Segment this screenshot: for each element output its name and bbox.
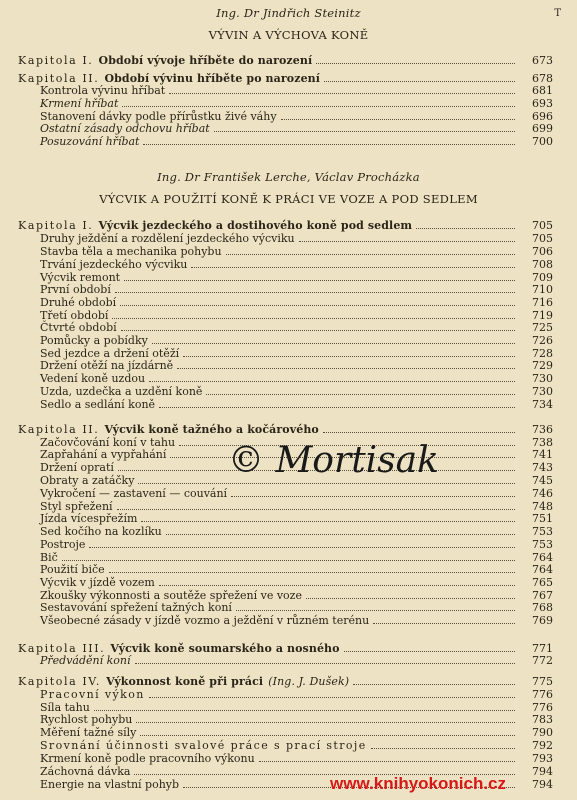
dot-leader [299, 232, 515, 242]
page-number: 769 [532, 614, 553, 627]
dot-leader [121, 321, 515, 331]
dot-leader [166, 525, 515, 535]
chapter-number: Kapitola I. [18, 54, 94, 67]
dot-leader [124, 271, 515, 281]
chapter-row [0, 675, 577, 688]
toc-row [0, 614, 577, 627]
dot-leader [152, 334, 515, 344]
entry-title: Držení otěží na jízdárně [40, 359, 174, 372]
chapter-title [18, 423, 319, 436]
dot-leader [89, 538, 515, 548]
section1-author: Ing. Dr Jindřich Steinitz [216, 6, 361, 20]
entry-title: Výcvik v jízdě vozem [40, 576, 155, 589]
chapter-row [0, 54, 577, 67]
dot-leader [373, 614, 515, 624]
page-number: 794 [532, 765, 553, 778]
page-number: 753 [532, 538, 553, 551]
dot-leader [344, 642, 515, 652]
entry-title: Kontrola vývinu hříbat [40, 84, 166, 97]
dot-leader [109, 563, 515, 573]
chapter-name: Výcvik koně tažného a kočárového [104, 423, 319, 436]
entry-title: Sedlo a sedlání koně [40, 398, 156, 411]
toc-row [0, 232, 577, 245]
page-number: 764 [532, 551, 553, 564]
toc-row [0, 258, 577, 271]
dot-leader [371, 739, 515, 749]
page-number: 708 [532, 258, 553, 271]
dot-leader [324, 72, 515, 82]
dot-leader [231, 487, 515, 497]
entry-title: Jízda vícespřežím [40, 512, 138, 525]
toc-row [0, 296, 577, 309]
chapter-number: Kapitola I. [18, 219, 94, 232]
toc-row [0, 372, 577, 385]
dot-leader [316, 54, 515, 64]
chapter-row [0, 423, 577, 436]
entry-title: Postroje [40, 538, 86, 551]
page-number: 767 [532, 589, 553, 602]
dot-leader [120, 296, 515, 306]
chapter-name: Výkonnost koně při práci [106, 675, 264, 688]
section2-author: Ing. Dr František Lerche, Václav Procházka [157, 170, 420, 184]
chapter-number: Kapitola IV. [18, 675, 102, 688]
dot-leader [141, 512, 515, 522]
toc-row [0, 739, 577, 752]
entry-title: Sestavování spřežení tažných koní [40, 601, 232, 614]
dot-leader [169, 84, 515, 94]
page-number: 710 [532, 283, 553, 296]
dot-leader [236, 601, 515, 611]
page-number: 790 [532, 726, 553, 739]
entry-title: Předvádění koní [40, 654, 131, 667]
chapter-title [18, 54, 312, 67]
dot-leader [226, 245, 515, 255]
entry-title: Krmení koně podle pracovního výkonu [40, 752, 255, 765]
dot-leader [122, 97, 515, 107]
entry-title: Zapřahání a vypřahání [40, 448, 167, 461]
page-number: 765 [532, 576, 553, 589]
page-number: 776 [532, 701, 553, 714]
page-number: 673 [532, 54, 553, 67]
entry-title: Pomůcky a pobídky [40, 334, 148, 347]
page-number: 753 [532, 525, 553, 538]
chapter-title [18, 219, 412, 232]
chapter-author: (Ing. J. Dušek) [268, 675, 350, 688]
dot-leader [149, 688, 515, 698]
dot-leader [191, 258, 515, 268]
dot-leader [94, 701, 515, 711]
entry-title: Použití biče [40, 563, 105, 576]
watermark: © Mortisak [228, 440, 439, 481]
page-number: 719 [532, 309, 553, 322]
entry-title: Styl spřežení [40, 500, 113, 513]
chapter-name: Období vývinu hříběte po narození [104, 72, 321, 85]
page-number: 696 [532, 110, 553, 123]
dot-leader [306, 589, 515, 599]
corner-mark: T [554, 8, 561, 19]
toc-row [0, 563, 577, 576]
page-number: 709 [532, 271, 553, 284]
page-number: 793 [532, 752, 553, 765]
entry-title: Sed jezdce a držení otěží [40, 347, 180, 360]
page-number: 678 [532, 72, 553, 85]
entry-title: Záchovná dávka [40, 765, 131, 778]
dot-leader [135, 654, 515, 664]
page-number: 748 [532, 500, 553, 513]
dot-leader [259, 752, 515, 762]
entry-title: Měření tažné síly [40, 726, 137, 739]
toc-row [0, 538, 577, 551]
toc-row [0, 84, 577, 97]
toc-row [0, 512, 577, 525]
entry-title: Energie na vlastní pohyb [40, 778, 180, 791]
entry-title: Posuzování hříbat [40, 135, 140, 148]
page-number: 751 [532, 512, 553, 525]
page-number: 700 [532, 135, 553, 148]
dot-leader [149, 372, 515, 382]
entry-title: Uzda, uzdečka a uzdění koně [40, 385, 203, 398]
entry-title: Stavba těla a mechanika pohybu [40, 245, 222, 258]
entry-title: Všeobecné zásady v jízdě vozmo a ježdění v různém terénu [40, 614, 370, 627]
dot-leader [140, 726, 515, 736]
page-number: 746 [532, 487, 553, 500]
page-number: 741 [532, 448, 553, 461]
page-number: 730 [532, 385, 553, 398]
page-number: 745 [532, 474, 553, 487]
page-number: 771 [532, 642, 553, 655]
page-number: 728 [532, 347, 553, 360]
entry-title: Třetí období [40, 309, 109, 322]
entry-title: Druhy ježdění a rozdělení jezdeckého výcviku [40, 232, 295, 245]
dot-leader [117, 500, 515, 510]
entry-title: Pracovní výkon [40, 688, 145, 701]
toc-row [0, 713, 577, 726]
page-number: 743 [532, 461, 553, 474]
entry-title: Zkoušky výkonnosti a soutěže spřežení ve voze [40, 589, 302, 602]
dot-leader [416, 219, 515, 229]
toc-row [0, 334, 577, 347]
toc-row [0, 487, 577, 500]
chapter-number: Kapitola II. [18, 72, 100, 85]
page-number: 734 [532, 398, 553, 411]
entry-title: Vykročení — zastavení — couvání [40, 487, 228, 500]
page-number: 729 [532, 359, 553, 372]
page-number: 699 [532, 122, 553, 135]
dot-leader [136, 713, 515, 723]
dot-leader [353, 675, 515, 685]
toc-row [0, 398, 577, 411]
toc-row [0, 726, 577, 739]
dot-leader [62, 551, 515, 561]
page-number: 768 [532, 601, 553, 614]
page-number: 738 [532, 436, 553, 449]
chapter-row [0, 219, 577, 232]
entry-title: Síla tahu [40, 701, 90, 714]
entry-title: Trvání jezdeckého výcviku [40, 258, 188, 271]
toc-row [0, 135, 577, 148]
page-number: 726 [532, 334, 553, 347]
entry-title: Držení opratí [40, 461, 114, 474]
dot-leader [323, 423, 515, 433]
page-number: 693 [532, 97, 553, 110]
entry-title: Rychlost pohybu [40, 713, 133, 726]
entry-title: Srovnání účinnosti svalové práce s prací stroje [40, 739, 367, 752]
section2-title: VÝCVIK A POUŽITÍ KONĚ K PRÁCI VE VOZE A POD SEDLEM [99, 192, 478, 206]
chapter-number: Kapitola III. [18, 642, 106, 655]
entry-title: Stanovení dávky podle přírůstku živé váhy [40, 110, 277, 123]
chapter-number: Kapitola II. [18, 423, 100, 436]
dot-leader [177, 359, 515, 369]
dot-leader [115, 283, 515, 293]
page-number: 706 [532, 245, 553, 258]
page-number: 772 [532, 654, 553, 667]
dot-leader [159, 576, 515, 586]
page-number: 730 [532, 372, 553, 385]
dot-leader [112, 309, 515, 319]
page-number: 775 [532, 675, 553, 688]
toc-row [0, 525, 577, 538]
entry-title: Krmení hříbat [40, 97, 119, 110]
toc-row [0, 654, 577, 667]
page-number: 705 [532, 232, 553, 245]
page-number: 736 [532, 423, 553, 436]
entry-title: Ostatní zásady odchovu hříbat [40, 122, 210, 135]
entry-title: Sed kočího na kozlíku [40, 525, 162, 538]
chapter-name: Výcvik koně soumarského a nosného [110, 642, 340, 655]
section1-title: VÝVIN A VÝCHOVA KONĚ [208, 28, 369, 42]
dot-leader [281, 110, 515, 120]
page-number: 705 [532, 219, 553, 232]
page-number: 681 [532, 84, 553, 97]
page-number: 792 [532, 739, 553, 752]
toc-row [0, 359, 577, 372]
entry-title: Vedení koně uzdou [40, 372, 146, 385]
toc-row [0, 752, 577, 765]
entry-title: Čtvrté období [40, 321, 117, 334]
toc-row [0, 601, 577, 614]
toc-row [0, 283, 577, 296]
toc-row [0, 245, 577, 258]
page-number: 716 [532, 296, 553, 309]
dot-leader [143, 135, 515, 145]
page-number: 794 [532, 778, 553, 791]
toc-row [0, 385, 577, 398]
page-number: 764 [532, 563, 553, 576]
dot-leader [183, 347, 515, 357]
chapter-name: Období vývoje hříběte do narození [98, 54, 313, 67]
dot-leader [159, 398, 515, 408]
page-number: 776 [532, 688, 553, 701]
toc-row [0, 122, 577, 135]
toc-row [0, 576, 577, 589]
entry-title: Začovčování koní v tahu [40, 436, 176, 449]
entry-title: Druhé období [40, 296, 117, 309]
toc-row [0, 321, 577, 334]
dot-leader [214, 122, 515, 132]
chapter-title [18, 675, 349, 688]
dot-leader [206, 385, 515, 395]
site-url[interactable]: www.knihyokonich.cz [330, 774, 507, 793]
entry-title: První období [40, 283, 111, 296]
chapter-name: Výcvik jezdeckého a dostihového koně pod sedlem [98, 219, 413, 232]
entry-title: Výcvik remont [40, 271, 121, 284]
entry-title: Obraty a zatáčky [40, 474, 135, 487]
toc-row [0, 688, 577, 701]
page-number: 783 [532, 713, 553, 726]
toc-row [0, 97, 577, 110]
entry-title: Bič [40, 551, 58, 564]
page-number: 725 [532, 321, 553, 334]
